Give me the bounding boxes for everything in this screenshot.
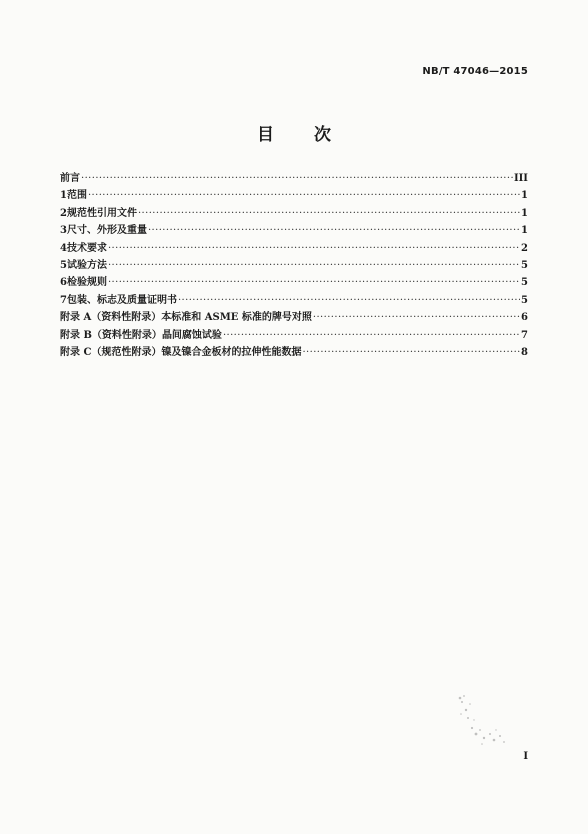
dot-leader	[223, 327, 520, 344]
toc-entry-label: 前言	[60, 173, 80, 184]
toc-entry-page: 1	[521, 225, 528, 237]
toc-entry-number: 1	[60, 190, 67, 202]
toc-entry-page: III	[513, 173, 528, 184]
faded-stamp-mark	[452, 690, 522, 760]
toc-entry-annex-a[interactable]	[60, 309, 528, 326]
toc-entry-foreword[interactable]	[60, 170, 528, 187]
toc-entry-label: 尺寸、外形及重量	[66, 225, 147, 237]
toc-entry-number: 2	[60, 207, 67, 219]
toc-entry-number: 7	[60, 294, 67, 306]
toc-entry-number: 4	[60, 242, 67, 254]
toc-entry-page: 2	[521, 242, 528, 254]
toc-entry-page: 6	[521, 312, 528, 324]
dot-leader	[81, 170, 513, 187]
title-char-2: 次	[314, 125, 331, 145]
dot-leader	[313, 309, 520, 326]
annex-title: 晶间腐蚀试验	[161, 329, 222, 341]
standard-code: NB/T 47046—2015	[422, 66, 528, 77]
toc-entry-page: 1	[521, 190, 528, 202]
toc-entry-label: 规范性引用文件	[66, 207, 137, 219]
toc-entry-page: 5	[521, 259, 528, 271]
toc-entry-label: 试验方法	[66, 259, 107, 271]
dot-leader	[178, 292, 520, 309]
annex-label: 附录 A（资料性附录）	[60, 312, 162, 324]
toc-entry-label: 检验规则	[66, 277, 107, 289]
toc-entry-5[interactable]	[60, 257, 528, 274]
dot-leader	[108, 257, 520, 274]
toc-entry-page: 5	[521, 277, 528, 289]
toc-entry-label: 范围	[66, 190, 87, 202]
toc-entry-page: 1	[521, 207, 528, 219]
annex-title: 镍及镍合金板材的拉伸性能数据	[161, 346, 302, 358]
toc-entry-label: 技术要求	[66, 242, 107, 254]
table-of-contents	[60, 170, 528, 361]
page-title	[0, 120, 588, 145]
toc-entry-4[interactable]	[60, 240, 528, 257]
dot-leader	[138, 205, 520, 222]
toc-entry-label: 包装、标志及质量证明书	[66, 294, 177, 306]
toc-entry-6[interactable]	[60, 274, 528, 291]
dot-leader	[88, 187, 520, 204]
toc-entry-7[interactable]	[60, 292, 528, 309]
annex-title: 本标准和 ASME 标准的牌号对照	[161, 312, 312, 324]
toc-entry-page: 7	[521, 329, 528, 341]
toc-entry-number: 3	[60, 225, 67, 237]
toc-entry-page: 5	[521, 294, 528, 306]
toc-entry-1[interactable]	[60, 187, 528, 204]
title-char-1: 目	[257, 125, 274, 145]
dot-leader	[148, 222, 520, 239]
toc-entry-annex-c[interactable]	[60, 344, 528, 361]
toc-entry-page: 8	[521, 346, 528, 358]
toc-entry-2[interactable]	[60, 205, 528, 222]
toc-entry-number: 5	[60, 259, 67, 271]
toc-entry-3[interactable]	[60, 222, 528, 239]
annex-label: 附录 C（规范性附录）	[60, 346, 162, 358]
toc-entry-annex-b[interactable]	[60, 327, 528, 344]
annex-label: 附录 B（资料性附录）	[60, 329, 162, 341]
dot-leader	[108, 240, 520, 257]
dot-leader	[302, 344, 520, 361]
dot-leader	[108, 274, 520, 291]
page-number: I	[523, 751, 528, 762]
toc-entry-number: 6	[60, 277, 67, 289]
